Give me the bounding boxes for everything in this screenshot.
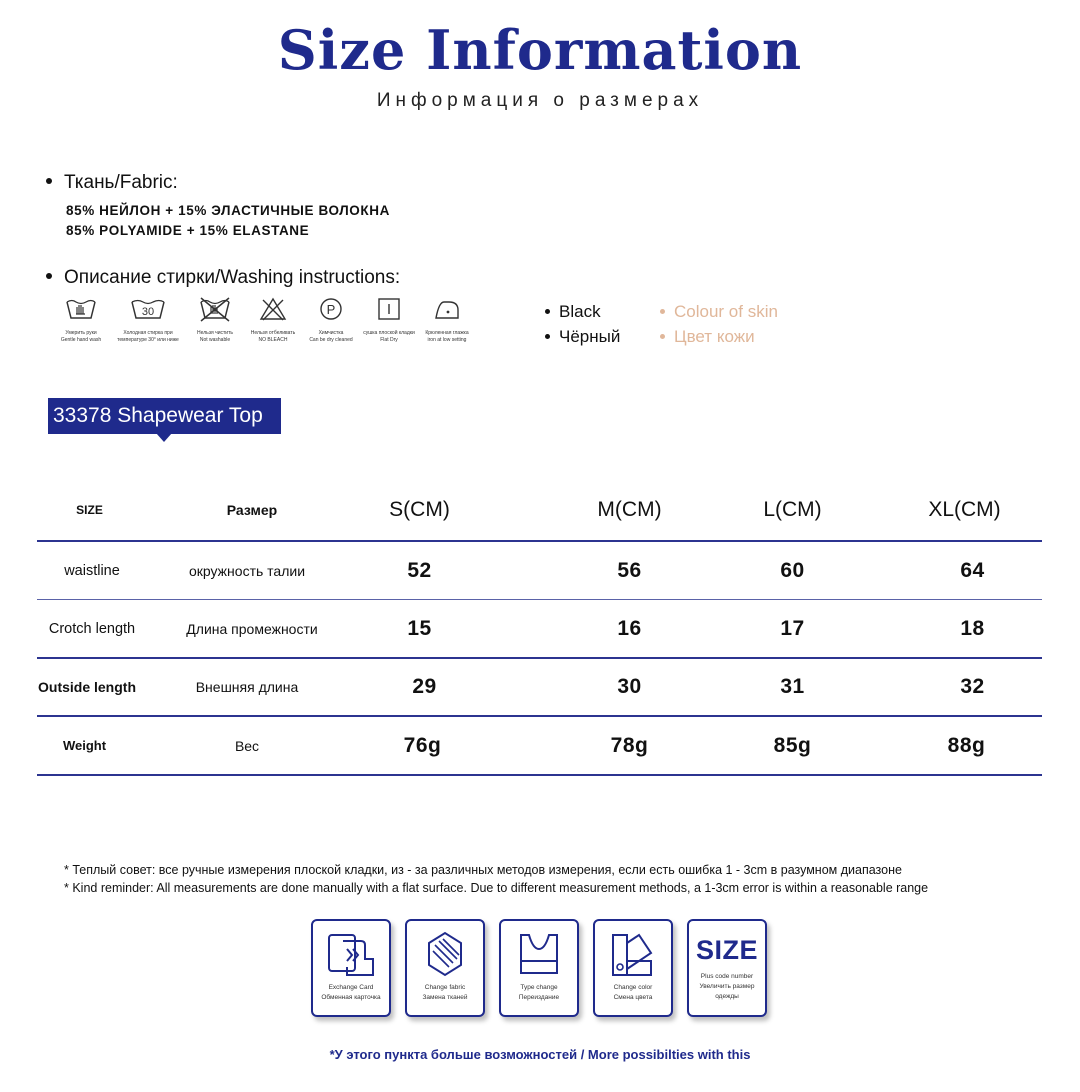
value-s: 29: [412, 674, 437, 698]
page-title: Size Information: [277, 18, 803, 82]
value-xl: 64: [960, 559, 985, 582]
dry-clean-icon: [316, 296, 346, 322]
value-l: 31: [780, 674, 805, 698]
wash-caption-3a: Нельзя чистить: [196, 330, 233, 336]
bullet-icon: [545, 309, 550, 314]
header-l: L(CM): [763, 498, 822, 521]
size-icon: SIZE: [695, 935, 758, 965]
header-s: S(CM): [389, 498, 450, 521]
card-type-en: Type change: [520, 984, 558, 991]
wash-symbol-flat-dry: [360, 296, 418, 344]
wash-caption-1b: Gentle hand wash: [60, 337, 102, 343]
header-xl: XL(CM): [928, 498, 1001, 521]
svg-text:P: P: [326, 302, 336, 317]
value-m: 16: [617, 616, 642, 640]
wash-symbol-30: [110, 296, 186, 344]
washing-heading: [46, 267, 400, 289]
row-label-en: waistline: [64, 563, 120, 579]
value-xl: 18: [960, 616, 985, 640]
card-color-ru: Смена цвета: [613, 994, 653, 1001]
value-l: 17: [780, 616, 805, 640]
row-label-ru: окружность талии: [188, 563, 306, 579]
color-skin-en: Colour of skin: [674, 301, 778, 321]
header-size-ru: Размер: [226, 502, 278, 518]
value-m: 78g: [610, 733, 649, 757]
row-label-en: Crotch length: [48, 620, 136, 637]
type-change-icon: [509, 929, 569, 979]
color-skin-ru: Цвет кожи: [674, 326, 755, 346]
value-m: 56: [617, 559, 642, 582]
table-divider: [37, 774, 1042, 776]
wash-caption-5b: Can be dry cleaned: [309, 337, 353, 343]
header-size: SIZE: [76, 503, 103, 517]
wash-caption-2a: Холодная стирка при: [123, 330, 173, 336]
change-color-icon: [603, 929, 663, 979]
color-option-black: [545, 299, 620, 349]
fabric-composition-en: 85% POLYAMIDE + 15% ELASTANE: [66, 223, 310, 238]
tag-pointer-icon: [156, 433, 172, 442]
card-change-fabric[interactable]: [405, 919, 485, 1017]
value-s: 52: [407, 559, 432, 582]
value-m: 30: [617, 674, 642, 698]
wash-caption-2b: температуре 30° или ниже: [117, 337, 179, 343]
table-row: [37, 543, 1042, 599]
card-size-en: Plus code number: [700, 973, 754, 980]
card-exchange-en: Exchange Card: [328, 984, 374, 991]
fabric-label: Ткань/Fabric:: [64, 172, 178, 193]
color-black-ru: Чёрный: [559, 326, 621, 346]
bullet-icon: [660, 309, 665, 314]
card-exchange[interactable]: [311, 919, 391, 1017]
wash-caption-7a: Крюленная глажка: [425, 330, 469, 336]
row-label-ru: Внешняя длина: [195, 678, 299, 695]
card-fabric-ru: Замена тканей: [422, 994, 468, 1001]
low-iron-icon: [432, 296, 462, 322]
table-row: [37, 659, 1042, 714]
value-l: 85g: [773, 733, 812, 757]
fabric-heading: [46, 172, 178, 194]
bullet-icon: [46, 273, 52, 279]
card-exchange-ru: Обменная карточка: [321, 994, 381, 1001]
size-table: [37, 480, 1042, 540]
measurement-note-ru: * Теплый совет: все ручные измерения плоской кладки, из - за различных методов измерения, если есть ошибка 1 - 3cm в разумном диапазоне: [64, 863, 902, 877]
wash-caption-4b: NO BLEACH: [258, 337, 288, 343]
no-bleach-icon: [258, 296, 288, 322]
svg-text:30: 30: [141, 306, 155, 318]
service-cards: [311, 919, 767, 1017]
row-label-en: Outside length: [38, 678, 136, 695]
table-row: [37, 717, 1042, 774]
washing-symbols: [52, 296, 476, 344]
card-fabric-en: Change fabric: [424, 984, 466, 991]
wash-symbol-hand: [52, 296, 110, 344]
not-washable-icon: [198, 296, 232, 322]
card-change-color[interactable]: [593, 919, 673, 1017]
wash-30-icon: [129, 296, 167, 322]
change-fabric-icon: [415, 929, 475, 979]
value-l: 60: [780, 559, 805, 582]
measurement-note-en: * Kind reminder: All measurements are done manually with a flat surface. Due to different measurement methods, a 1-3cm error is within a reasonable range: [64, 881, 929, 895]
header-m: M(CM): [597, 498, 662, 521]
value-xl: 88g: [947, 733, 986, 757]
wash-caption-5a: Химчистка: [318, 330, 344, 336]
flat-dry-icon: [374, 296, 404, 322]
card-size-ru-2: одежды: [715, 993, 739, 1000]
wash-symbol-low-iron: [418, 296, 476, 344]
wash-symbol-dry-clean: [302, 296, 360, 344]
bullet-icon: [545, 334, 550, 339]
wash-symbol-no-bleach: [244, 296, 302, 344]
washing-label: Описание стирки/Washing instructions:: [64, 267, 401, 288]
product-name-tag: 33378 Shapewear Top: [48, 398, 281, 434]
bullet-icon: [660, 334, 665, 339]
card-size[interactable]: [687, 919, 767, 1017]
table-divider: [37, 540, 1042, 542]
color-option-skin: [660, 299, 778, 349]
page-subtitle: Информация о размерах: [376, 90, 704, 111]
more-possibilities-text: *У этого пункта больше возможностей / More possibilties with this: [329, 1047, 751, 1062]
card-size-ru-1: Увеличить размер: [699, 983, 755, 990]
wash-symbol-no-wash: [186, 296, 244, 344]
card-color-en: Change color: [613, 984, 653, 991]
card-type-ru: Переиздание: [518, 994, 560, 1001]
wash-caption-3b: Not washable: [199, 337, 231, 343]
wash-caption-7b: iron at low setting: [427, 337, 467, 343]
wash-caption-6b: Flat Dry: [380, 337, 398, 343]
wash-caption-4a: Нельзя отбеливать: [250, 330, 296, 336]
bullet-icon: [46, 178, 52, 184]
value-s: 76g: [403, 733, 442, 757]
wash-caption-1a: Умерить руки: [65, 330, 97, 336]
wash-caption-6a: сушка плоской кладки: [363, 330, 415, 336]
value-xl: 32: [960, 674, 985, 698]
exchange-card-icon: [321, 929, 381, 979]
hand-wash-icon: [64, 296, 98, 322]
table-header-row: [37, 480, 1042, 540]
row-label-ru: Длина промежности: [186, 620, 318, 637]
row-label-en: Weight: [62, 738, 107, 753]
fabric-composition-ru: 85% НЕЙЛОН + 15% ЭЛАСТИЧНЫЕ ВОЛОКНА: [66, 203, 390, 218]
value-s: 15: [407, 616, 432, 640]
color-black-en: Black: [559, 301, 601, 321]
card-type-change[interactable]: [499, 919, 579, 1017]
row-label-ru: Вес: [234, 737, 260, 754]
table-row: [37, 600, 1042, 657]
